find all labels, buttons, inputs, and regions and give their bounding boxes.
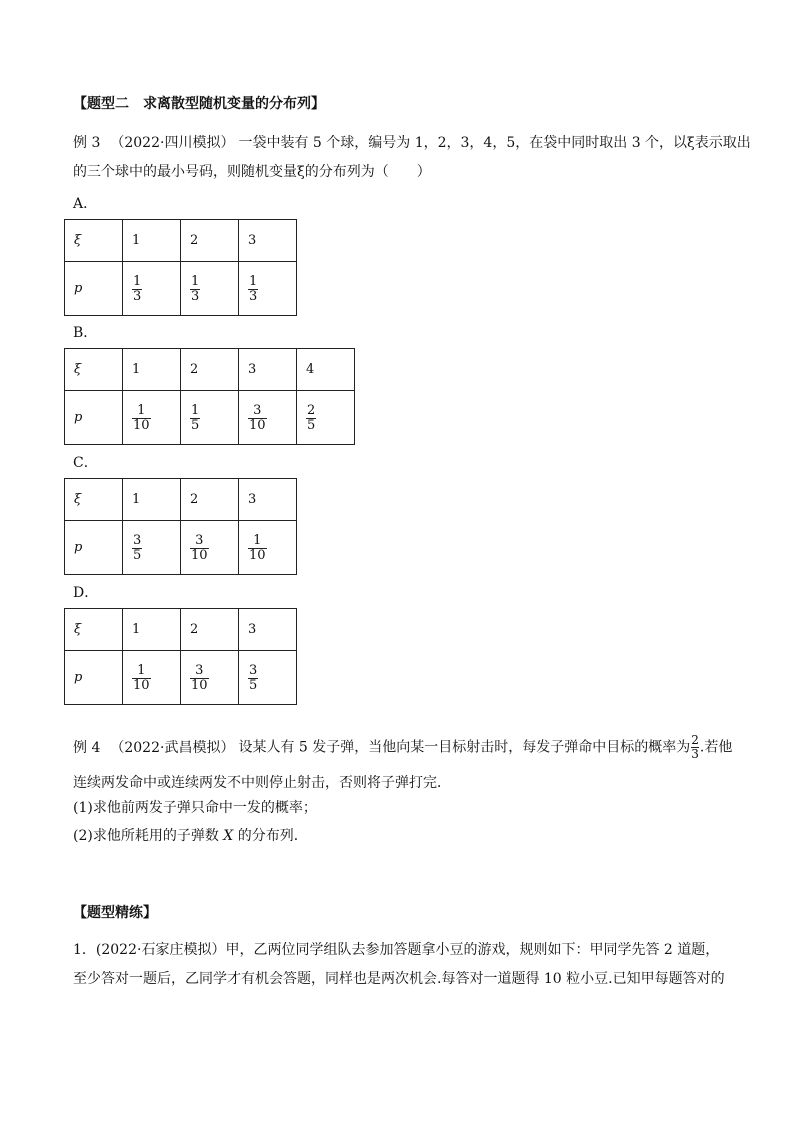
table-row [65, 609, 297, 651]
example-4-text-1a: 设某人有 5 发子弹，当他向某一目标射击时，每发子弹命中目标的概率为 [238, 739, 691, 756]
fraction: $\frac{1}{5}$ [191, 402, 200, 433]
fraction: $\frac{3}{10}$ [191, 532, 208, 563]
fraction: $\frac{1}{10}$ [249, 532, 266, 563]
value-cell: 2 [181, 609, 239, 651]
value-cell: 3 [239, 220, 297, 262]
symbol-cell: ξ [65, 220, 123, 262]
option-c-table [64, 478, 297, 575]
variable-x: X [223, 828, 234, 844]
fraction: $\frac{1}{3}$ [133, 273, 142, 304]
example-4-line-2: 连续两发命中或连续两发不中则停止射击，否则将子弹打完． [73, 775, 451, 791]
table-row [65, 651, 297, 705]
prob-cell [123, 651, 181, 705]
symbol-cell: ξ [65, 609, 123, 651]
example-4-source: （2022·武昌模拟） [110, 739, 235, 756]
prob-cell [123, 262, 181, 316]
table-row [65, 521, 297, 575]
example-3-source: （2022·四川模拟） [110, 135, 235, 151]
option-c-label: C． [73, 455, 98, 471]
prob-cell [123, 521, 181, 575]
option-a-table [64, 219, 297, 316]
table-row [65, 220, 297, 262]
example-4-prefix: 例 4 [73, 739, 101, 756]
prob-cell [123, 391, 181, 445]
option-d-table [64, 608, 297, 705]
value-cell: 1 [123, 220, 181, 262]
example-4-question-1: (1)求他前两发子弹只命中一发的概率； [73, 800, 317, 816]
value-cell: 2 [181, 220, 239, 262]
fraction: $\frac{1}{3}$ [191, 273, 200, 304]
prob-cell [181, 262, 239, 316]
prob-cell [239, 391, 297, 445]
table-row [65, 262, 297, 316]
value-cell: 3 [239, 609, 297, 651]
prob-cell [239, 521, 297, 575]
example-3-line-2: 的三个球中的最小号码，则随机变量ξ的分布列为（ ） [73, 164, 431, 180]
option-a-label: A． [73, 196, 98, 212]
value-cell: 3 [239, 479, 297, 521]
prob-cell [181, 521, 239, 575]
example-3-prefix: 例 3 [73, 135, 101, 151]
prob-label-cell: p [65, 651, 123, 705]
example-4-text-1b: .若他 [699, 739, 733, 756]
table-row [65, 349, 355, 391]
fraction: $\frac{1}{10}$ [133, 402, 150, 433]
value-cell: 2 [181, 479, 239, 521]
example-3-line-1 [73, 133, 751, 153]
practice-title: 【题型精练】 [73, 905, 157, 921]
fraction: $\frac{2}{5}$ [307, 402, 316, 433]
prob-label-cell: p [65, 391, 123, 445]
fraction: $\frac{1}{3}$ [249, 273, 258, 304]
option-d-label: D． [73, 585, 99, 601]
example-4-line-1 [73, 734, 732, 761]
example-4-question-2: (2)求他所耗用的子弹数 X 的分布列． [73, 828, 308, 844]
value-cell: 1 [123, 479, 181, 521]
section-title: 【题型二 求离散型随机变量的分布列】 [73, 96, 325, 112]
example-3-text-1: 一袋中装有 5 个球，编号为 1，2，3，4，5，在袋中同时取出 3 个，以ξ表示取出 [238, 135, 751, 151]
prob-label-cell: p [65, 521, 123, 575]
inline-fraction: $\frac{2}{3}$ [691, 733, 699, 761]
value-cell: 4 [297, 349, 355, 391]
prob-label-cell: p [65, 262, 123, 316]
prob-cell [181, 391, 239, 445]
fraction: $\frac{3}{5}$ [249, 662, 258, 693]
symbol-cell: ξ [65, 349, 123, 391]
fraction: $\frac{3}{10}$ [191, 662, 208, 693]
fraction: $\frac{3}{5}$ [133, 532, 142, 563]
option-b-table [64, 348, 355, 445]
practice-1-line-1: 1．(2022·石家庄模拟）甲，乙两位同学组队去参加答题拿小豆的游戏，规则如下：甲同学先答 2 道题， [73, 942, 720, 958]
option-b-label: B． [73, 325, 98, 341]
table-row [65, 391, 355, 445]
symbol-cell: ξ [65, 479, 123, 521]
fraction: $\frac{1}{10}$ [133, 662, 150, 693]
prob-cell [297, 391, 355, 445]
value-cell: 2 [181, 349, 239, 391]
prob-cell [181, 651, 239, 705]
table-row [65, 479, 297, 521]
prob-cell [239, 651, 297, 705]
practice-1-line-2: 至少答对一题后，乙同学才有机会答题，同样也是两次机会.每答对一道题得 10 粒小豆.已知甲每题答对的 [73, 971, 725, 987]
fraction: $\frac{3}{10}$ [249, 402, 266, 433]
value-cell: 1 [123, 609, 181, 651]
prob-cell [239, 262, 297, 316]
value-cell: 3 [239, 349, 297, 391]
value-cell: 1 [123, 349, 181, 391]
